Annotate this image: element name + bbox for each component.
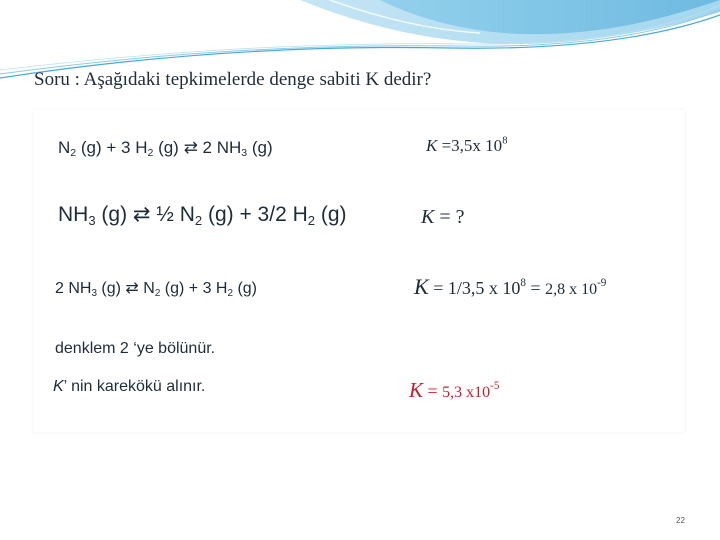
- k-value-5: K = 5,3 $x10^{-5}$: [409, 378, 500, 402]
- reaction-1: $N_2$ (g) + 3 $H_2$ (g) ⇄ 2 $NH_3$ (g): [58, 138, 273, 160]
- instruction-divide: denklem 2 ‘ye bölünür.: [55, 340, 216, 357]
- instruction-sqrt: K’ nin karekökü alınır.: [53, 378, 206, 395]
- k-value-1: K =3,5x $10^8$: [426, 135, 508, 155]
- page-number: 22: [676, 516, 685, 525]
- content-panel: [33, 110, 685, 432]
- k-value-2: K = ?: [421, 206, 465, 228]
- k-value-3: K = 1/3,5 x $10^8 = 2,8$ x $10^{-9}$: [414, 274, 607, 299]
- reaction-2: $NH_3$ (g) ⇄ ½ $N_2$ (g) + 3/2 $H_2$ (g): [58, 203, 347, 228]
- slide-title: Soru : Aşağıdaki tepkimelerde denge sabiti K dedir?: [34, 69, 432, 90]
- header-swoosh-decoration: [0, 0, 720, 80]
- reaction-3: 2 $NH_3$ (g) ⇄ $N_2$ (g) + 3 $H_2$ (g): [55, 280, 257, 299]
